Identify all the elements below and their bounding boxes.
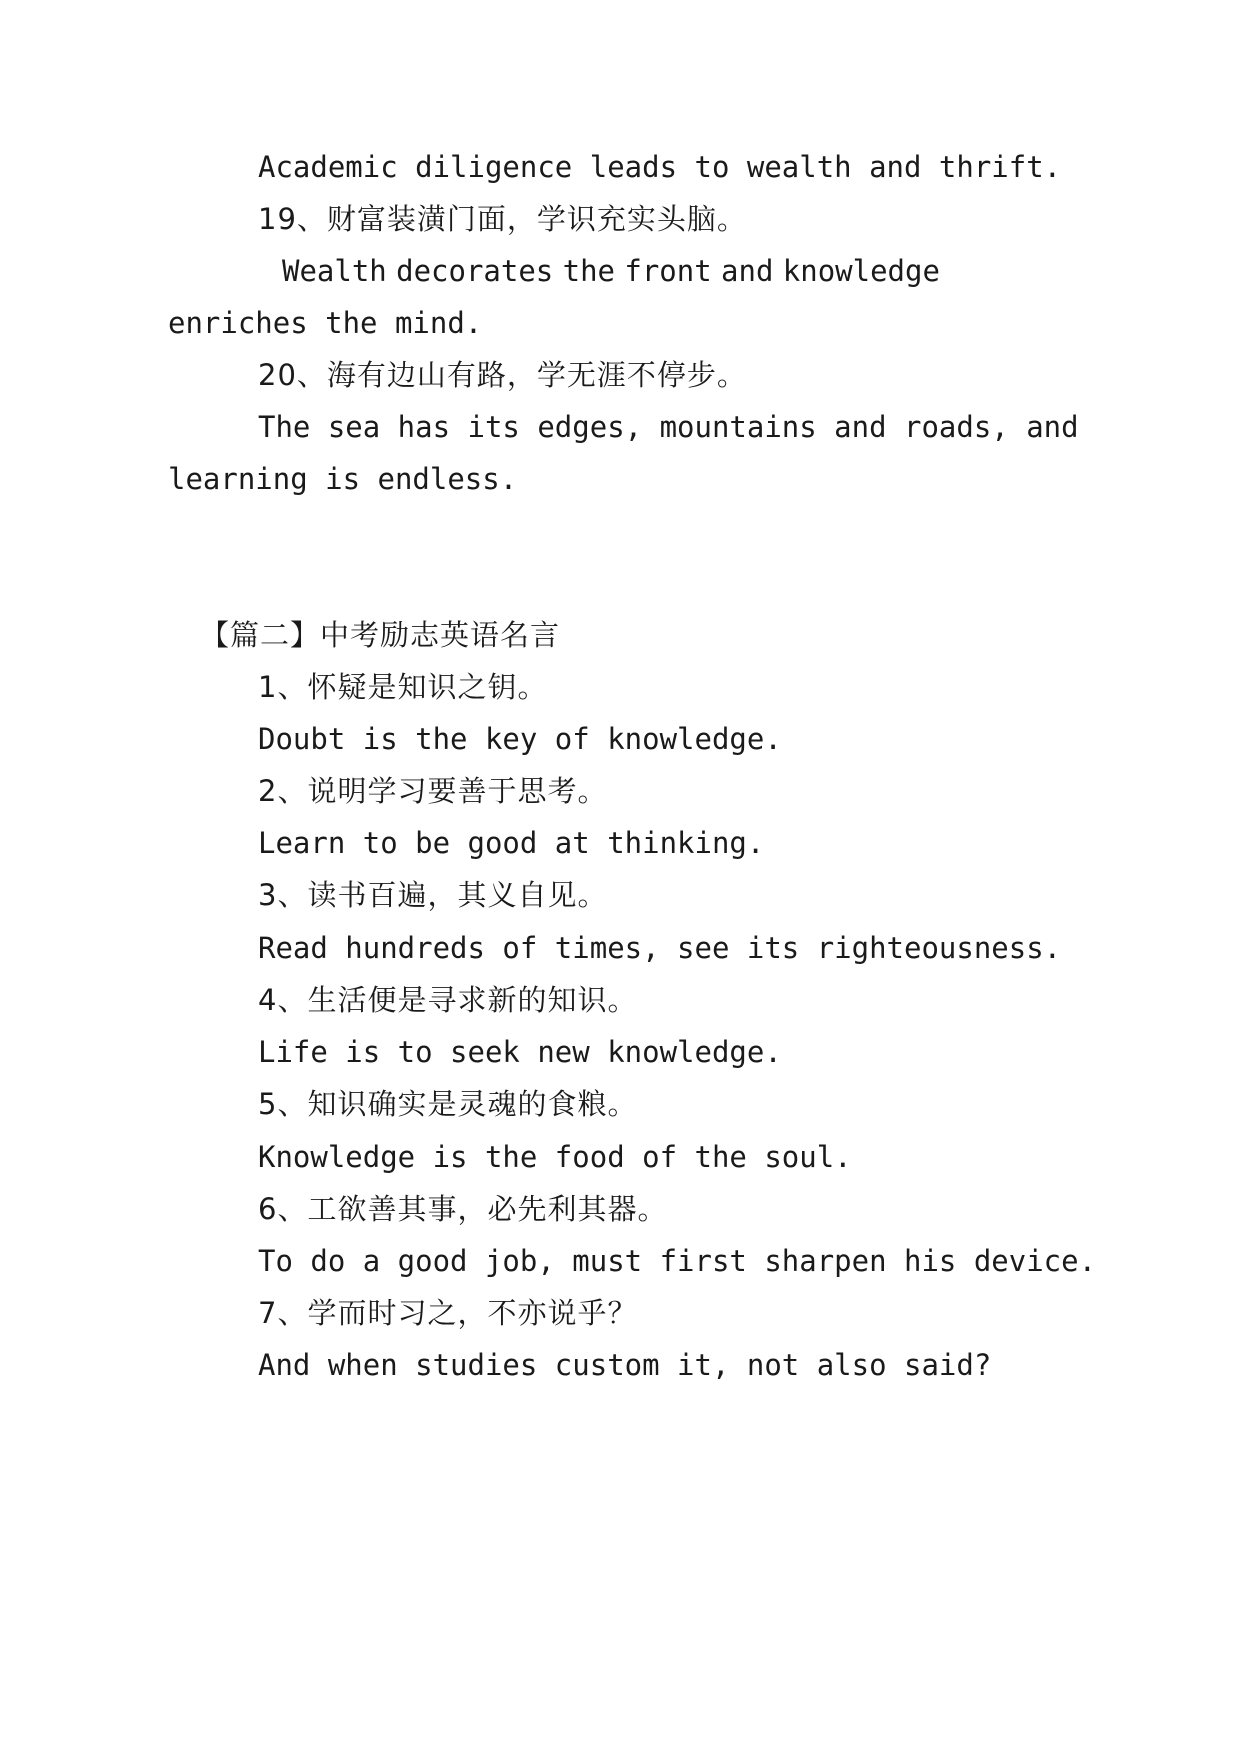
text-line: Academic diligence leads to wealth and thrift. [258,150,1062,184]
quote-english: Read hundreds of times, see its righteousness. [258,931,1062,965]
word: the [562,254,616,288]
word: knowledge [782,254,940,288]
word: front [624,254,712,288]
text-line: 19、财富装潢门面，学识充实头脑。 [258,202,747,236]
word: and [721,254,774,288]
quote-chinese: 3、读书百遍，其义自见。 [258,878,608,912]
quote-english: And when studies custom it, not also said? [258,1348,992,1382]
word: Wealth [282,254,387,288]
text-line: The sea has its edges, mountains and roads, and [258,410,1079,444]
quote-chinese: 4、生活便是寻求新的知识。 [258,983,638,1017]
quote-chinese: 2、说明学习要善于思考。 [258,774,608,808]
text-line: learning is endless. [168,462,518,496]
quote-english: To do a good job, must first sharpen his device. [258,1244,1097,1278]
text-line-justified [282,251,940,291]
quote-chinese: 6、工欲善其事，必先利其器。 [258,1192,668,1226]
quote-chinese: 1、怀疑是知识之钥。 [258,670,548,704]
quote-english: Doubt is the key of knowledge. [258,722,782,756]
quote-chinese: 5、知识确实是灵魂的食粮。 [258,1087,638,1121]
quote-chinese: 7、学而时习之，不亦说乎？ [258,1296,638,1330]
word: decorates [396,254,554,288]
quote-english: Life is to seek new knowledge. [258,1035,782,1069]
quote-english: Learn to be good at thinking. [258,826,765,860]
section-heading: 【篇二】中考励志英语名言 [200,618,561,652]
quote-english: Knowledge is the food of the soul. [258,1140,852,1174]
text-line: 20、海有边山有路，学无涯不停步。 [258,358,747,392]
text-line: enriches the mind. [168,306,483,340]
